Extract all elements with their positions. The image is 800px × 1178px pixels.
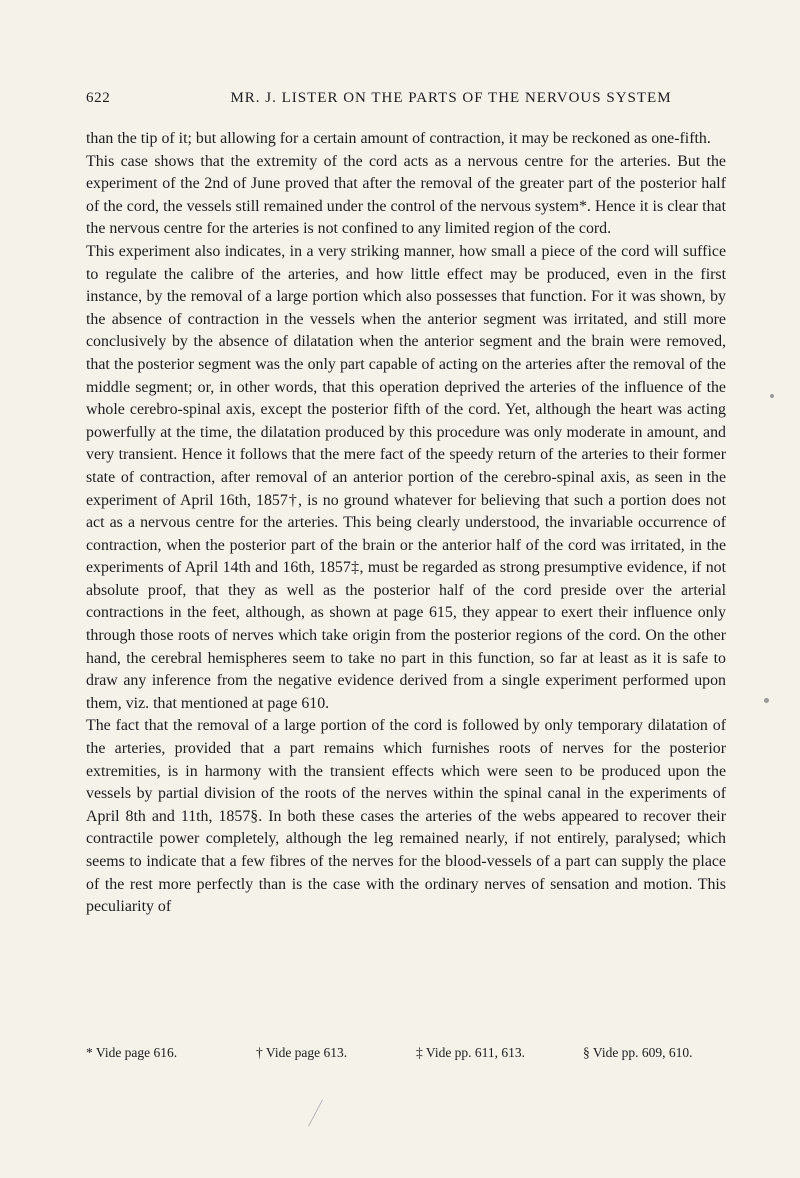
ink-speck [770,394,774,398]
footnote-4: § Vide pp. 609, 610. [583,1045,693,1060]
ink-speck [764,698,769,703]
page-number: 622 [86,90,111,106]
pencil-mark [308,1100,323,1127]
paragraph-4: The fact that the removal of a large portion of the cord is followed by only temporary dilatation of the arteries, provided that a part remains which furnishes roots of nerves for the posterior extremities, is in harmony with the transient effects which were seen to be produced upon the vessels by partial division of the roots of the nerves within the spinal canal in the experiments of April 8th and 11th, 1857§. In both these cases the arteries of the webs appeared to recover their contractile power completely, although the leg remained nearly, if not entirely, paralysed; which seems to indicate that a few fibres of the nerves for the blood-vessels of a part can supply the place of the rest more perfectly than is the case with the ordinary nerves of sensation and motion. This peculiarity of [86,717,726,916]
footnote-1: * Vide page 616. [86,1045,178,1060]
body-text [86,128,726,919]
paragraph-1: than the tip of it; but allowing for a certain amount of contraction, it may be reckoned as one-fifth. [86,130,711,147]
footnote-3: ‡ Vide pp. 611, 613. [416,1045,526,1060]
page-header [86,90,726,112]
paragraph-3: This experiment also indicates, in a very striking manner, how small a piece of the cord will suffice to regulate the calibre of the arteries, and how little effect may be produced, even in the first instance, by the removal of a large portion which also possesses that function. For it was shown, by the absence of contraction in the vessels when the anterior segment was irritated, and still more conclusively by the absence of dilatation when the anterior segment and the brain were removed, that the posterior segment was the only part capable of acting on the arteries after the removal of the middle segment; or, in other words, that this operation deprived the arteries of the influence of the whole cerebro-spinal axis, except the posterior fifth of the cord. Yet, although the heart was acting powerfully at the time, the dilatation produced by this procedure was only moderate in amount, and very transient. Hence it follows that the mere fact of the speedy return of the arteries to their former state of contraction, after removal of an anterior portion of the cerebro-spinal axis, as seen in the experiment of April 16th, 1857†, is no ground whatever for believing that such a portion does not act as a nervous centre for the arteries. This being clearly understood, the invariable occurrence of contraction, when the posterior part of the brain or the anterior half of the cord was irritated, in the experiments of April 14th and 16th, 1857‡, must be regarded as strong presumptive evidence, if not absolute proof, that they as well as the posterior half of the cord preside over the arterial contractions in the feet, although, as shown at page 615, they appear to exert their influence only through those roots of nerves which take origin from the posterior regions of the cord. On the other hand, the cerebral hemispheres seem to take no part in this function, so far at least as it is safe to draw any inference from the negative evidence derived from a single experiment performed upon them, viz. that mentioned at page 610. [86,242,726,712]
running-head: MR. J. LISTER ON THE PARTS OF THE NERVOUS SYSTEM [230,90,672,106]
paragraph-2: This case shows that the extremity of the cord acts as a nervous centre for the arteries. But the experiment of the 2nd of June proved that after the removal of the greater part of the posterior half of the cord, the vessels still remained under the control of the nervous system*. Hence it is clear that the nervous centre for the arteries is not confined to any limited region of the cord. [86,152,726,238]
footnotes [86,1045,736,1061]
footnote-2: † Vide page 613. [256,1045,348,1060]
